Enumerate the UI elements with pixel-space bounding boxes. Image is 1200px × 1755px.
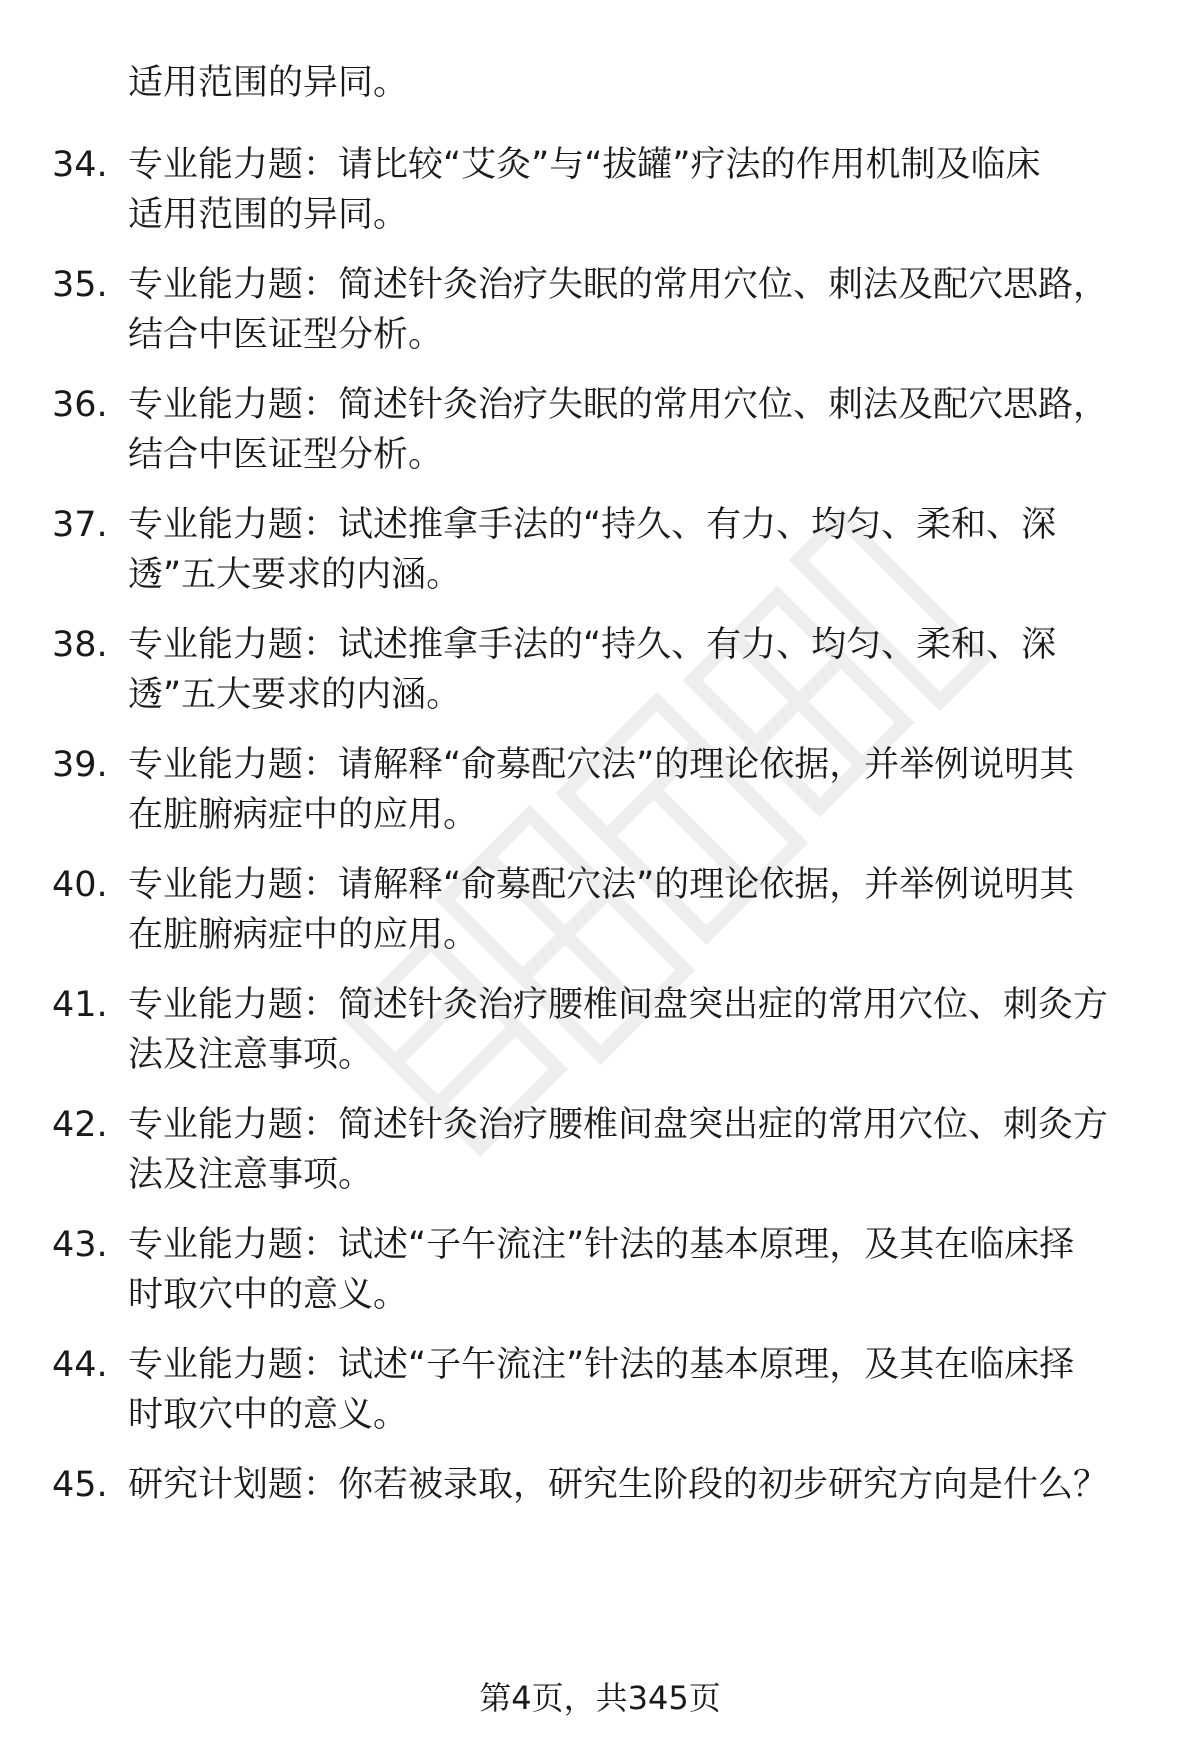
question-text-line1: 研究计划题：你若被录取，研究生阶段的初步研究方向是什么？ <box>128 1465 1109 1505</box>
question-text-line1: 专业能力题：试述“子午流注”针法的基本原理，及其在临床择 <box>128 1225 1075 1265</box>
question-text-line2: 时取穴中的意义。 <box>128 1275 409 1315</box>
question-number: 45. <box>52 1465 108 1505</box>
question-number: 42. <box>52 1105 108 1145</box>
question-number: 44. <box>52 1345 108 1385</box>
question-number: 40. <box>52 865 108 905</box>
question-number: 37. <box>52 505 108 545</box>
question-item <box>0 1460 1200 1510</box>
question-text-line2: 适用范围的异同。 <box>128 195 409 235</box>
question-text-line2: 结合中医证型分析。 <box>128 435 444 475</box>
question-text-line2: 法及注意事项。 <box>128 1155 374 1195</box>
question-item <box>0 1220 1200 1320</box>
question-text-line1: 专业能力题：试述“子午流注”针法的基本原理，及其在临床择 <box>128 1345 1075 1385</box>
question-item <box>0 860 1200 960</box>
question-text-line2: 在脏腑病症中的应用。 <box>128 795 479 835</box>
question-item <box>0 500 1200 600</box>
question-text-line2: 法及注意事项。 <box>128 1035 374 1075</box>
question-text-line2: 时取穴中的意义。 <box>128 1395 409 1435</box>
question-item <box>0 740 1200 840</box>
question-item <box>0 980 1200 1080</box>
question-number: 43. <box>52 1225 108 1265</box>
question-text-line1: 专业能力题：试述推拿手法的“持久、有力、均匀、柔和、深 <box>128 625 1057 665</box>
question-text-line2: 透”五大要求的内涵。 <box>128 555 462 595</box>
continuation-text: 适用范围的异同。 <box>128 63 409 103</box>
question-number: 36. <box>52 385 108 425</box>
question-text-line1: 专业能力题：请解释“俞募配穴法”的理论依据，并举例说明其 <box>128 745 1075 785</box>
question-number: 41. <box>52 985 108 1025</box>
question-text-line2: 在脏腑病症中的应用。 <box>128 915 479 955</box>
question-number: 35. <box>52 265 108 305</box>
question-item <box>0 260 1200 360</box>
question-number: 38. <box>52 625 108 665</box>
question-text-line2: 透”五大要求的内涵。 <box>128 675 462 715</box>
question-item <box>0 380 1200 480</box>
question-item <box>0 140 1200 240</box>
question-text-line2: 结合中医证型分析。 <box>128 315 444 355</box>
question-text-line1: 专业能力题：简述针灸治疗腰椎间盘突出症的常用穴位、刺灸方 <box>128 985 1109 1025</box>
question-text-line1: 专业能力题：简述针灸治疗失眠的常用穴位、刺法及配穴思路， <box>128 265 1109 305</box>
question-item <box>0 1100 1200 1200</box>
question-text-line1: 专业能力题：简述针灸治疗失眠的常用穴位、刺法及配穴思路， <box>128 385 1109 425</box>
question-number: 39. <box>52 745 108 785</box>
question-text-line1: 专业能力题：试述推拿手法的“持久、有力、均匀、柔和、深 <box>128 505 1057 545</box>
question-item <box>0 620 1200 720</box>
question-text-line1: 专业能力题：请解释“俞募配穴法”的理论依据，并举例说明其 <box>128 865 1075 905</box>
question-item <box>0 1340 1200 1440</box>
page-footer: 第4页，共345页 <box>479 1679 721 1717</box>
question-text-line1: 专业能力题：请比较“艾灸”与“拔罐”疗法的作用机制及临床 <box>128 145 1041 185</box>
question-number: 34. <box>52 145 108 185</box>
question-text-line1: 专业能力题：简述针灸治疗腰椎间盘突出症的常用穴位、刺灸方 <box>128 1105 1109 1145</box>
